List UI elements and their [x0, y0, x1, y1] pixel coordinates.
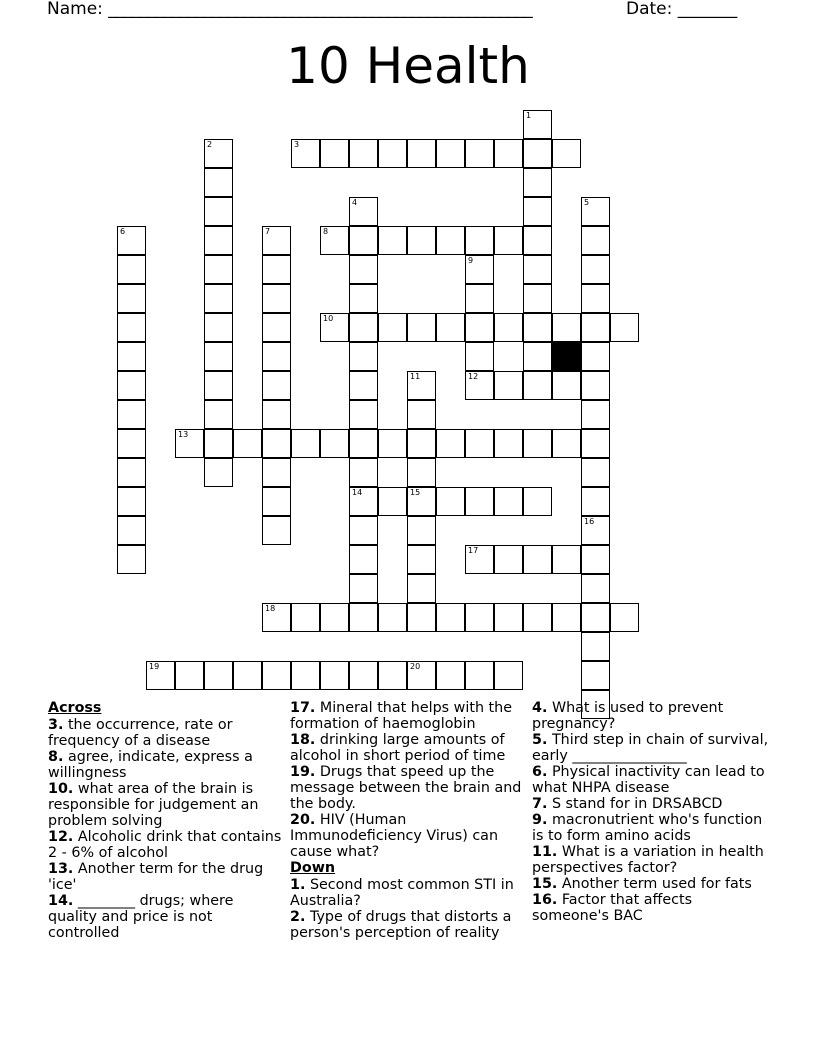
clue-number: 20: [410, 662, 421, 671]
crossword-cell[interactable]: [349, 487, 378, 516]
crossword-cell[interactable]: [262, 429, 291, 458]
crossword-cell[interactable]: [407, 458, 436, 487]
crossword-cell[interactable]: [349, 545, 378, 574]
crossword-cell[interactable]: [523, 603, 552, 632]
crossword-black-cell: [552, 342, 581, 371]
clue-across-13: 13. Another term for the drug 'ice': [48, 861, 264, 893]
crossword-cell[interactable]: [175, 429, 204, 458]
crossword-cell[interactable]: [523, 110, 552, 139]
crossword-cell[interactable]: [436, 661, 465, 690]
crossword-cell[interactable]: [262, 487, 291, 516]
crossword-cell[interactable]: [117, 516, 146, 545]
crossword-cell[interactable]: [407, 603, 436, 632]
crossword-cell[interactable]: [494, 545, 523, 574]
crossword-cell[interactable]: [552, 545, 581, 574]
crossword-cell[interactable]: [204, 458, 233, 487]
crossword-cell[interactable]: [320, 429, 349, 458]
crossword-cell[interactable]: [349, 574, 378, 603]
clue-number: 9: [468, 256, 474, 265]
crossword-cell[interactable]: [581, 313, 610, 342]
crossword-cell[interactable]: [204, 371, 233, 400]
crossword-cell[interactable]: [204, 661, 233, 690]
clue-across-14: 14. ________ drugs; where quality and price is not controlled: [48, 893, 234, 941]
clue-number: 5: [584, 198, 590, 207]
clue-number: 15: [410, 488, 421, 497]
clue-across-18: 18. drinking large amounts of alcohol in short period of time: [290, 732, 506, 764]
crossword-cell[interactable]: [552, 603, 581, 632]
crossword-cell[interactable]: [146, 661, 175, 690]
clue-across-8: 8. agree, indicate, express a willingness: [48, 749, 253, 781]
crossword-cell[interactable]: [233, 661, 262, 690]
crossword-cell[interactable]: [465, 255, 494, 284]
crossword-cell[interactable]: [407, 487, 436, 516]
crossword-cell[interactable]: [349, 313, 378, 342]
date-label: Date:: [626, 0, 673, 19]
crossword-cell[interactable]: [320, 313, 349, 342]
crossword-cell[interactable]: [581, 197, 610, 226]
crossword-cell[interactable]: [117, 226, 146, 255]
crossword-cell[interactable]: [407, 226, 436, 255]
crossword-cell[interactable]: [465, 342, 494, 371]
crossword-cell[interactable]: [291, 603, 320, 632]
crossword-cell[interactable]: [262, 371, 291, 400]
crossword-cell[interactable]: [407, 429, 436, 458]
crossword-cell[interactable]: [407, 400, 436, 429]
clue-number: 14: [352, 488, 363, 497]
crossword-cell[interactable]: [494, 487, 523, 516]
clue-number: 6: [120, 227, 126, 236]
crossword-cell[interactable]: [117, 458, 146, 487]
crossword-cell[interactable]: [233, 429, 262, 458]
crossword-cell[interactable]: [349, 226, 378, 255]
crossword-cell[interactable]: [581, 284, 610, 313]
crossword-cell[interactable]: [407, 661, 436, 690]
crossword-cell[interactable]: [349, 400, 378, 429]
crossword-cell[interactable]: [436, 603, 465, 632]
clues-column-3: [532, 700, 772, 924]
crossword-cell[interactable]: [523, 284, 552, 313]
clue-number: 1: [526, 111, 532, 120]
crossword-cell[interactable]: [523, 168, 552, 197]
crossword-cell[interactable]: [117, 313, 146, 342]
crossword-cell[interactable]: [262, 458, 291, 487]
crossword-cell[interactable]: [262, 661, 291, 690]
crossword-cell[interactable]: [610, 313, 639, 342]
crossword-cell[interactable]: [523, 487, 552, 516]
clue-down-2: 2. Type of drugs that distorts a person's perception of reality: [290, 909, 512, 941]
crossword-cell[interactable]: [436, 429, 465, 458]
crossword-cell[interactable]: [581, 487, 610, 516]
crossword-cell[interactable]: [349, 371, 378, 400]
crossword-cell[interactable]: [407, 371, 436, 400]
crossword-cell[interactable]: [465, 313, 494, 342]
crossword-cell[interactable]: [378, 487, 407, 516]
crossword-cell[interactable]: [378, 429, 407, 458]
crossword-cell[interactable]: [204, 313, 233, 342]
crossword-cell[interactable]: [204, 400, 233, 429]
crossword-cell[interactable]: [581, 400, 610, 429]
down-heading: Down: [290, 860, 336, 876]
crossword-cell[interactable]: [349, 603, 378, 632]
crossword-cell[interactable]: [581, 574, 610, 603]
clue-number: 4: [352, 198, 358, 207]
crossword-cell[interactable]: [378, 226, 407, 255]
clue-down-1: 1. Second most common STI in Australia?: [290, 877, 514, 909]
crossword-cell[interactable]: [204, 255, 233, 284]
clue-down-5: 5. Third step in chain of survival, early ________________: [532, 732, 769, 764]
clue-number: 19: [149, 662, 160, 671]
crossword-cell[interactable]: [465, 603, 494, 632]
crossword-cell[interactable]: [349, 661, 378, 690]
clue-down-4: 4. What is used to prevent pregnancy?: [532, 700, 724, 732]
name-label: Name:: [47, 0, 103, 19]
crossword-cell[interactable]: [523, 226, 552, 255]
crossword-cell[interactable]: [552, 371, 581, 400]
crossword-cell[interactable]: [320, 139, 349, 168]
crossword-cell[interactable]: [204, 284, 233, 313]
crossword-cell[interactable]: [320, 661, 349, 690]
crossword-cell[interactable]: [349, 458, 378, 487]
clue-number: 10: [323, 314, 334, 323]
crossword-cell[interactable]: [494, 139, 523, 168]
crossword-cell[interactable]: [204, 139, 233, 168]
clue-number: 16: [584, 517, 595, 526]
crossword-cell[interactable]: [117, 371, 146, 400]
crossword-cell[interactable]: [262, 255, 291, 284]
crossword-cell[interactable]: [523, 545, 552, 574]
crossword-cell[interactable]: [494, 603, 523, 632]
clue-number: 12: [468, 372, 479, 381]
crossword-cell[interactable]: [523, 255, 552, 284]
crossword-cell[interactable]: [436, 313, 465, 342]
name-blank: _____________________________________________________: [108, 0, 533, 19]
crossword-cell[interactable]: [117, 255, 146, 284]
crossword-cell[interactable]: [465, 139, 494, 168]
crossword-cell[interactable]: [291, 661, 320, 690]
crossword-cell[interactable]: [349, 284, 378, 313]
crossword-cell[interactable]: [523, 429, 552, 458]
crossword-cell[interactable]: [523, 139, 552, 168]
clue-down-15: 15. Another term used for fats: [532, 876, 752, 892]
crossword-cell[interactable]: [320, 603, 349, 632]
crossword-cell[interactable]: [117, 400, 146, 429]
crossword-cell[interactable]: [581, 429, 610, 458]
crossword-cell[interactable]: [552, 139, 581, 168]
crossword-cell[interactable]: [581, 545, 610, 574]
crossword-cell[interactable]: [204, 342, 233, 371]
clue-across-17: 17. Mineral that helps with the formation of haemoglobin: [290, 700, 513, 732]
crossword-cell[interactable]: [581, 371, 610, 400]
crossword-cell[interactable]: [436, 139, 465, 168]
crossword-cell[interactable]: [378, 139, 407, 168]
crossword-cell[interactable]: [494, 313, 523, 342]
clues-column-1: [48, 700, 283, 941]
crossword-cell[interactable]: [262, 226, 291, 255]
crossword-cell[interactable]: [581, 632, 610, 661]
crossword-cell[interactable]: [465, 284, 494, 313]
crossword-cell[interactable]: [349, 429, 378, 458]
crossword-cell[interactable]: [117, 487, 146, 516]
crossword-cell[interactable]: [494, 371, 523, 400]
clue-across-12: 12. Alcoholic drink that contains 2 - 6% of alcohol: [48, 829, 282, 861]
crossword-cell[interactable]: [552, 429, 581, 458]
crossword-cell[interactable]: [465, 429, 494, 458]
crossword-cell[interactable]: [465, 545, 494, 574]
crossword-cell[interactable]: [291, 429, 320, 458]
crossword-cell[interactable]: [407, 139, 436, 168]
clue-number: 13: [178, 430, 189, 439]
clues-column-2: [290, 700, 528, 941]
crossword-cell[interactable]: [262, 400, 291, 429]
clue-number: 2: [207, 140, 213, 149]
crossword-cell[interactable]: [523, 371, 552, 400]
crossword-cell[interactable]: [552, 313, 581, 342]
crossword-cell[interactable]: [204, 226, 233, 255]
crossword-cell[interactable]: [465, 371, 494, 400]
across-heading: Across: [48, 700, 102, 716]
crossword-cell[interactable]: [204, 168, 233, 197]
page-title: 10 Health: [286, 37, 530, 95]
crossword-cell[interactable]: [349, 139, 378, 168]
crossword-cell[interactable]: [581, 342, 610, 371]
crossword-cell[interactable]: [494, 661, 523, 690]
crossword-cell[interactable]: [262, 603, 291, 632]
crossword-cell[interactable]: [436, 226, 465, 255]
crossword-cell[interactable]: [349, 255, 378, 284]
crossword-cell[interactable]: [175, 661, 204, 690]
clue-number: 17: [468, 546, 479, 555]
crossword-cell[interactable]: [349, 342, 378, 371]
crossword-cell[interactable]: [291, 139, 320, 168]
crossword-cell[interactable]: [465, 661, 494, 690]
clue-across-3: 3. the occurrence, rate or frequency of a disease: [48, 717, 233, 749]
crossword-cell[interactable]: [407, 516, 436, 545]
clue-across-20: 20. HIV (Human Immunodeficiency Virus) can cause what?: [290, 812, 499, 860]
clue-number: 7: [265, 227, 271, 236]
crossword-cell[interactable]: [378, 661, 407, 690]
crossword-cell[interactable]: [465, 226, 494, 255]
crossword-cell[interactable]: [204, 429, 233, 458]
crossword-cell[interactable]: [320, 226, 349, 255]
clue-across-19: 19. Drugs that speed up the message between the brain and the body.: [290, 764, 522, 812]
clue-number: 8: [323, 227, 329, 236]
crossword-cell[interactable]: [262, 516, 291, 545]
crossword-cell[interactable]: [117, 429, 146, 458]
clue-number: 3: [294, 140, 300, 149]
crossword-cell[interactable]: [581, 516, 610, 545]
crossword-cell[interactable]: [581, 603, 610, 632]
clue-number: 18: [265, 604, 276, 613]
crossword-cell[interactable]: [117, 342, 146, 371]
crossword-cell[interactable]: [262, 313, 291, 342]
clue-number: 11: [410, 372, 421, 381]
crossword-cell[interactable]: [523, 313, 552, 342]
crossword-cell[interactable]: [378, 603, 407, 632]
crossword-cell[interactable]: [436, 487, 465, 516]
clue-down-7: 7. S stand for in DRSABCD: [532, 796, 723, 812]
clue-down-6: 6. Physical inactivity can lead to what NHPA disease: [532, 764, 765, 796]
clue-down-11: 11. What is a variation in health perspectives factor?: [532, 844, 764, 876]
crossword-cell[interactable]: [407, 545, 436, 574]
crossword-cell[interactable]: [378, 313, 407, 342]
crossword-cell[interactable]: [349, 197, 378, 226]
crossword-cell[interactable]: [494, 429, 523, 458]
crossword-cell[interactable]: [581, 226, 610, 255]
clue-down-9: 9. macronutrient who's function is to form amino acids: [532, 812, 763, 844]
crossword-cell[interactable]: [117, 545, 146, 574]
crossword-cell[interactable]: [349, 516, 378, 545]
clue-down-16: 16. Factor that affects someone's BAC: [532, 892, 693, 924]
crossword-cell[interactable]: [581, 458, 610, 487]
crossword-cell[interactable]: [262, 284, 291, 313]
date-blank: _______: [677, 0, 738, 19]
crossword-cell[interactable]: [407, 574, 436, 603]
crossword-cell[interactable]: [407, 313, 436, 342]
clue-across-10: 10. what area of the brain is responsible for judgement an problem solving: [48, 781, 259, 829]
crossword-cell[interactable]: [523, 342, 552, 371]
crossword-cell[interactable]: [262, 342, 291, 371]
crossword-cell[interactable]: [117, 284, 146, 313]
crossword-cell[interactable]: [465, 487, 494, 516]
crossword-cell[interactable]: [581, 255, 610, 284]
crossword-cell[interactable]: [610, 603, 639, 632]
crossword-cell[interactable]: [204, 197, 233, 226]
crossword-cell[interactable]: [494, 226, 523, 255]
crossword-cell[interactable]: [581, 661, 610, 690]
crossword-cell[interactable]: [523, 197, 552, 226]
